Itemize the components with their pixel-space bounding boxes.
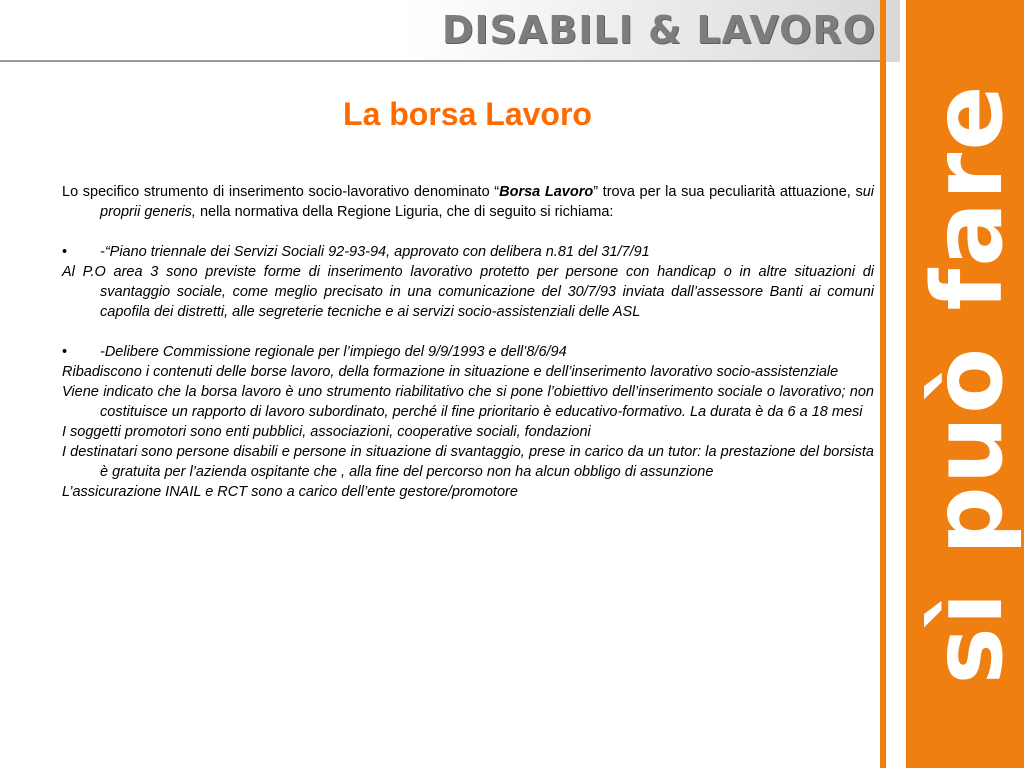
header-title: DISABILI & LAVORO — [441, 8, 876, 52]
header-divider — [0, 60, 880, 62]
paragraph-destinatari: I destinatari sono persone disabili e persone in situazione di svantaggio, prese in carico da un tutor: la prestazione del borsista è gratuita per l’azienda ospitante che , alla fine del percorso non ha alcun obbligo di assunzione — [62, 444, 874, 480]
page-title: La borsa Lavoro — [343, 96, 592, 132]
paragraph-ribadiscono: Ribadiscono i contenuti delle borse lavoro, della formazione in situazione e dell’inserimento lavorativo socio-assistenziale — [62, 364, 839, 380]
paragraph-strumento: Viene indicato che la borsa lavoro è uno strumento riabilitativo che si pone l’obiettivo dell’inserimento sociale o lavorativo; non costituisce un rapporto di lavoro subordinato, perché il fine prioritario è educativo-formativo. La durata è da 6 a 18 mesi — [62, 384, 874, 420]
bullet-text: -“Piano triennale dei Servizi Sociali 92-93-94, approvato con delibera n.81 del 31/7/91 — [100, 244, 650, 260]
bullet-item — [62, 242, 874, 262]
slide-content — [62, 182, 874, 502]
bullet-text: -Delibere Commissione regionale per l’impiego del 9/9/1993 e dell’8/6/94 — [100, 344, 567, 360]
bullet-mark: • — [62, 244, 68, 260]
intro-italic-term: ui proprii generis, — [100, 184, 874, 220]
paragraph-assicurazione: L’assicurazione INAIL e RCT sono a carico dell’ente gestore/promotore — [62, 484, 518, 500]
intro-paragraph — [62, 182, 874, 222]
intro-text-1: Lo specifico strumento di inserimento socio-lavorativo denominato “ — [62, 184, 500, 200]
side-panel-slogan: sì può fare — [912, 83, 1024, 685]
paragraph-po-area: Al P.O area 3 sono previste forme di inserimento lavorativo protetto per persone con handicap o in altre situazioni di svantaggio sociale, come meglio precisato in una comunicazione del 30/7/93 inviata dall’assessore Banti ai comuni capofila dei distretti, alle segreterie tecniche e ai servizi socio-assistenziali delle ASL — [62, 264, 874, 320]
bullet-mark: • — [62, 344, 68, 360]
intro-text-2: ” trova per la sua peculiarità attuazione, s — [593, 184, 863, 200]
bullet-item — [62, 342, 874, 362]
intro-bold-term: Borsa Lavoro — [499, 184, 594, 200]
intro-text-3: nella normativa della Regione Liguria, che di seguito si richiama: — [195, 204, 614, 220]
paragraph-soggetti: I soggetti promotori sono enti pubblici, associazioni, cooperative sociali, fondazioni — [62, 424, 591, 440]
